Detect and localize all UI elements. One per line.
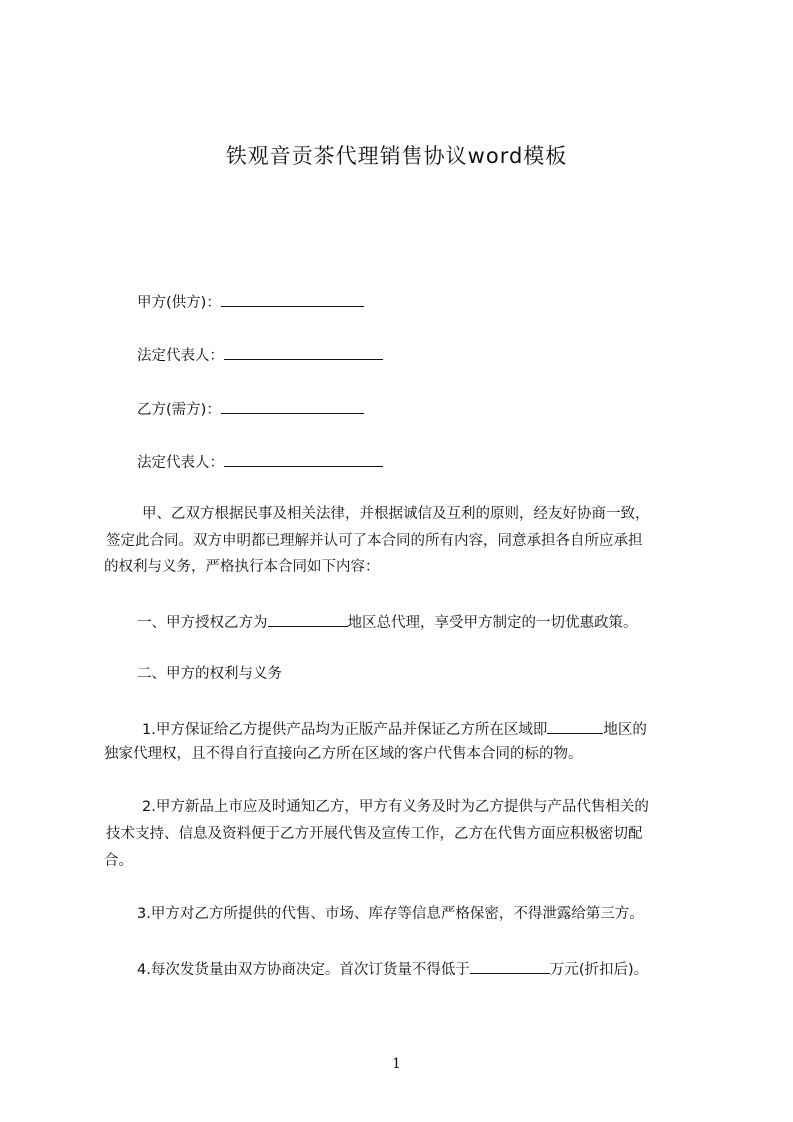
- item-2-line2: 技术支持、信息及资料便于乙方开展代售及宣传工作，乙方在代售方面应积极密切配: [106, 826, 643, 842]
- clause-1-text-before: 一、甲方授权乙方为: [137, 615, 268, 631]
- item-3: 3.甲方对乙方所提供的代售、市场、库存等信息严格保密，不得泄露给第三方。: [137, 906, 644, 922]
- party-a-line: [137, 291, 364, 313]
- party-b-blank: [221, 398, 364, 414]
- clause-1-text-after: 地区总代理，享受甲方制定的一切优惠政策。: [347, 615, 638, 631]
- item-4: [137, 958, 648, 980]
- document-title: 铁观音贡茶代理销售协议word模板: [225, 144, 568, 168]
- party-b-line: [137, 398, 364, 420]
- party-b-rep-blank: [224, 451, 383, 467]
- item-4-blank: [470, 958, 550, 974]
- item-1-text-after: 地区的: [603, 722, 647, 738]
- party-a-rep-line: [137, 344, 383, 366]
- item-1-blank: [547, 718, 603, 734]
- item-1-line2: 独家代理权，且不得自行直接向乙方所在区域的客户代售本合同的标的物。: [104, 746, 583, 762]
- item-1-line1: [142, 718, 647, 740]
- intro-paragraph-line2: 签定此合同。双方申明都已理解并认可了本合同的所有内容，同意承担各自所应承担: [106, 533, 643, 549]
- item-2-line1: 2.甲方新品上市应及时通知乙方，甲方有义务及时为乙方提供与产品代售相关的: [142, 799, 649, 815]
- party-b-label: 乙方(需方)：: [137, 402, 221, 418]
- party-a-rep-label: 法定代表人：: [137, 348, 224, 364]
- clause-1: [137, 611, 638, 633]
- party-a-rep-blank: [224, 344, 383, 360]
- item-4-text-before: 4.每次发货量由双方协商决定。首次订货量不得低于: [137, 962, 470, 978]
- party-a-blank: [221, 291, 364, 307]
- intro-paragraph-line1: 甲、乙双方根据民事及相关法律，并根据诚信及互利的原则，经友好协商一致，: [142, 506, 650, 522]
- item-1-text-before: 1.甲方保证给乙方提供产品均为正版产品并保证乙方所在区域即: [142, 722, 548, 738]
- item-2-line3: 合。: [104, 853, 133, 869]
- party-b-rep-label: 法定代表人：: [137, 455, 224, 471]
- clause-1-blank: [268, 611, 348, 627]
- page-number: 1: [392, 1056, 401, 1072]
- intro-paragraph-line3: 的权利与义务，严格执行本合同如下内容：: [104, 559, 380, 575]
- clause-2-heading: 二、甲方的权利与义务: [137, 666, 282, 682]
- party-a-label: 甲方(供方)：: [137, 295, 221, 311]
- item-4-text-after: 万元(折扣后)。: [549, 962, 649, 978]
- party-b-rep-line: [137, 451, 383, 473]
